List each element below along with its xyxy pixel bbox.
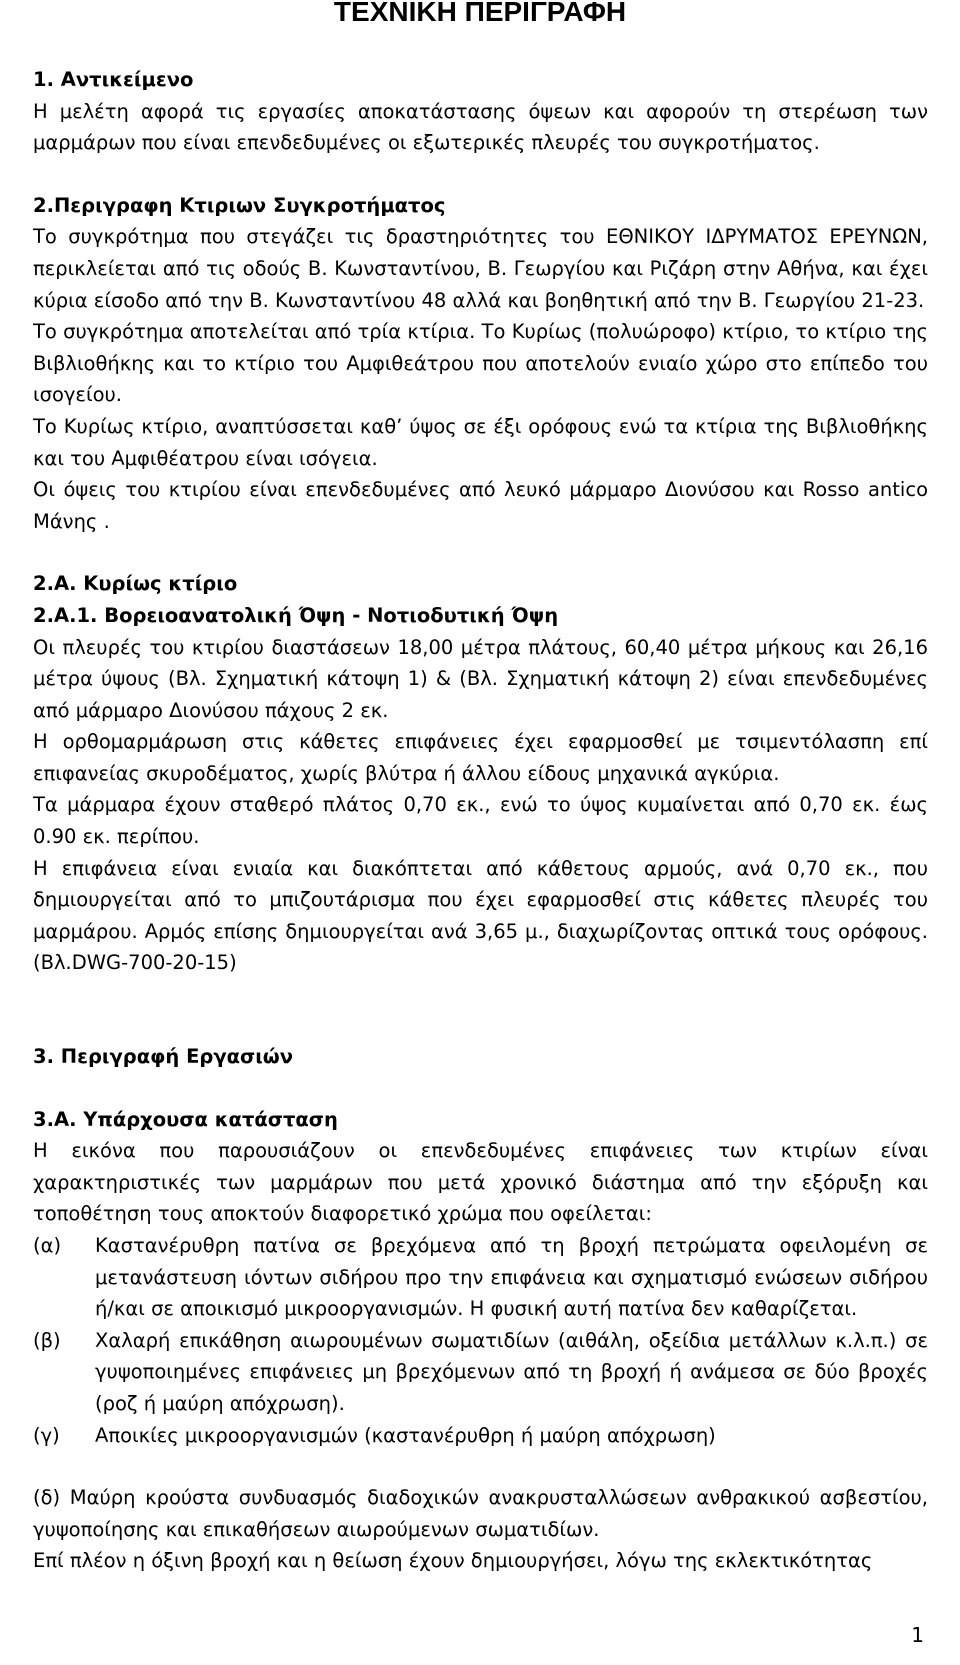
section-3-heading: [33, 1041, 928, 1073]
list-item-text: Καστανέρυθρη πατίνα σε βρεχόμενα από τη βροχή πετρώματα οφειλομένη σε μετανάστευση ιόντων σιδήρου προ την επιφάνεια και σχηματισμό ενώσεων σιδήρου ή/και σε αποικισμό μικροοργανισμών. Η φυσική αυτή πατίνα δεν καθαρίζεται.: [95, 1234, 928, 1321]
section-2a1-heading: [33, 600, 928, 632]
list-item-label: (β): [33, 1328, 61, 1352]
section-3a-paragraph-d: (δ) Μαύρη κρούστα συνδυασμός διαδοχικών ανακρυσταλλώσεων ανθρακικού ασβεστίου, γυψοποίησης και επικαθήσεων αιωρούμενων σωματιδίων.: [33, 1486, 928, 1541]
section-2a-heading: [33, 568, 928, 600]
list-item-text: Χαλαρή επικάθηση αιωρουμένων σωματιδίων (αιθάλη, οξείδια μετάλλων κ.λ.π.) σε γυψοποιημένες επιφάνειες μη βρεχόμενων από τη βροχή ή ανάμεσα σε δύο βροχές (ροζ ή μαύρη απόχρωση).: [95, 1328, 928, 1415]
list-item: [33, 1325, 928, 1420]
section-2-title: Περιγραφη Κτιριων Συγκροτήματος: [53, 193, 446, 217]
section-2a-paragraph-2: Η ορθομαρμάρωση στις κάθετες επιφάνειες έχει εφαρμοσθεί με τσιμεντόλασπη επί επιφανείας σκυροδέματος, χωρίς βλύτρα ή άλλου είδους μηχανικά αγκύρια.: [33, 730, 928, 785]
section-3a-number: 3.Α.: [33, 1107, 77, 1131]
section-3a-intro: Η εικόνα που παρουσιάζουν οι επενδεδυμένες επιφάνειες των κτιρίων είναι χαρακτηριστικές των μαρμάρων που μετά χρονικό διάστημα από την εξόρυξη και τοποθέτηση τους αποκτούν διαφορετικό χρώμα που οφείλεται:: [33, 1139, 928, 1226]
section-2-paragraph-2: Το συγκρότημα αποτελείται από τρία κτίρια. Το Κυρίως (πολυώροφο) κτίριο, το κτίριο της Βιβλιοθήκης και το κτίριο του Αμφιθεάτρου που αποτελούν ενιαίο χώρο στο επίπεδο του ισογείου.: [33, 320, 928, 407]
section-3a-heading: [33, 1104, 928, 1136]
list-item-label: (α): [33, 1234, 62, 1257]
section-2a-number: 2.Α.: [33, 572, 77, 596]
page-number: 1: [911, 1623, 924, 1647]
section-3-title: Περιγραφή Εργασιών: [53, 1045, 294, 1069]
list-item-text: Αποικίες μικροοργανισμών (καστανέρυθρη ή μαύρη απόχρωση): [95, 1423, 716, 1447]
section-2a-paragraph-4: Η επιφάνεια είναι ενιαία και διακόπτεται από κάθετους αρμούς, ανά 0,70 εκ., που δημιουργείται από το μπιζουτάρισμα που έχει εφαρμοσθεί στις κάθετες πλευρές του μαρμάρου. Αρμός επίσης δημιουργείται ανά 3,65 μ., διαχωρίζοντας οπτικά τους ορόφους. (Βλ.DWG-700-20-15): [33, 856, 928, 975]
section-2-heading: [33, 190, 928, 222]
section-1-body: Η μελέτη αφορά τις εργασίες αποκατάστασης όψεων και αφορούν τη στερέωση των μαρμάρων που είναι επενδεδυμένες οι εξωτερικές πλευρές του συγκροτήματος.: [33, 99, 928, 155]
document-body: [33, 64, 928, 1577]
section-2-number: 2.: [33, 193, 54, 217]
section-1-heading: [33, 64, 928, 96]
section-2-paragraph-4: Οι όψεις του κτιρίου είναι επενδεδυμένες από λευκό μάρμαρο Διονύσου και Rosso antico Μάνης .: [33, 478, 928, 533]
section-3-number: 3.: [33, 1045, 54, 1069]
section-2a1-title: Βορειοανατολική Όψη - Νοτιοδυτική Όψη: [97, 603, 559, 627]
spacer: [33, 159, 928, 190]
section-2a-paragraph-3: Τα μάρμαρα έχουν σταθερό πλάτος 0,70 εκ., ενώ το ύψος κυμαίνεται από 0,70 εκ. έως 0.90 εκ. περίπου.: [33, 793, 928, 849]
section-2a-paragraph-1: Οι πλευρές του κτιρίου διαστάσεων 18,00 μέτρα πλάτους, 60,40 μέτρα μήκους και 26,16 μέτρα ύψους (Βλ. Σχηματική κάτοψη 1) & (Βλ. Σχηματική κάτοψη 2) είναι επενδεδυμένες από μάρμαρο Διονύσου πάχους 2 εκ.: [33, 635, 928, 722]
list-item: [33, 1230, 928, 1325]
section-2-paragraph-1: Το συγκρότημα που στεγάζει τις δραστηριότητες του ΕΘΝΙΚΟΥ ΙΔΡΥΜΑΤΟΣ ΕΡΕΥΝΩΝ, περικλείεται από τις οδούς Β. Κωνσταντίνου, Β. Γεωργίου και Ριζάρη στην Αθήνα, και έχει κύρια είσοδο από την Β. Κωνσταντίνου 48 αλλά και βοηθητική από την Β. Γεωργίου 21-23.: [33, 225, 928, 312]
section-2a1-number: 2.Α.1.: [33, 603, 98, 627]
section-2a-title: Κυρίως κτίριο: [76, 572, 238, 596]
document-title: ΤΕΧΝΙΚΗ ΠΕΡΙΓΡΑΦΗ: [333, 0, 627, 27]
section-3a-title: Υπάρχουσα κατάσταση: [76, 1107, 338, 1131]
spacer: [33, 1073, 928, 1104]
section-2-paragraph-3: Το Κυρίως κτίριο, αναπτύσσεται καθ’ ύψος σε έξι ορόφους ενώ τα κτίρια της Βιβλιοθήκης και του Αμφιθέατρου είναι ισόγεια.: [33, 414, 928, 470]
list-item-label: (γ): [33, 1423, 60, 1447]
section-1-number: 1.: [33, 68, 54, 91]
section-1-title: Αντικείμενο: [53, 68, 194, 91]
section-3a-paragraph-last: Επί πλέον η όξινη βροχή και η θείωση έχουν δημιουργήσει, λόγω της εκλεκτικότητας: [33, 1549, 873, 1573]
list-item: [33, 1420, 928, 1452]
spacer: [33, 1451, 928, 1482]
spacer: [33, 979, 928, 1041]
spacer: [33, 537, 928, 568]
